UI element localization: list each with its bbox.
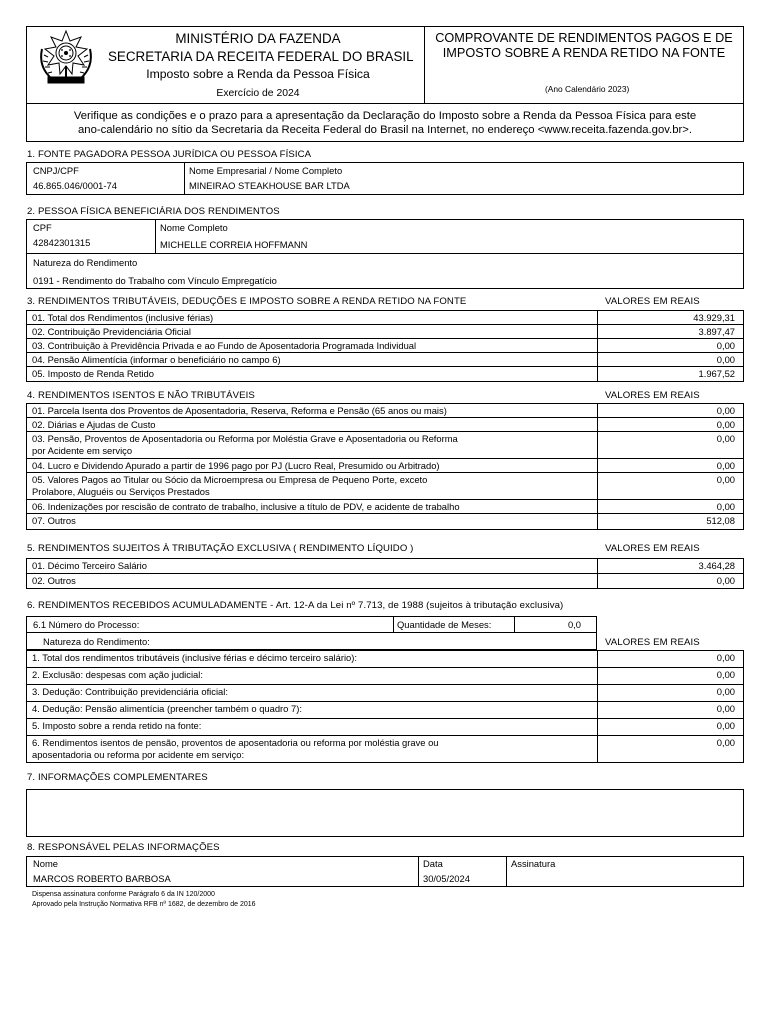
section6-values-header: VALORES EM REAIS — [605, 637, 700, 648]
nature-6-label: Natureza do Rendimento: — [43, 636, 150, 647]
s4-row-divider — [597, 417, 598, 432]
s3-row-divider — [597, 366, 598, 382]
s6-row-divider — [597, 667, 598, 685]
cpf-label: CPF — [33, 222, 52, 233]
s3-row-divider — [597, 310, 598, 325]
s4-row-label: 05. Valores Pagos ao Titular ou Sócio da Microempresa ou Empresa de Pequeno Porte, exceto — [32, 474, 428, 485]
s6-row-label: 1. Total dos rendimentos tributáveis (inclusive férias e décimo terceiro salário): — [32, 652, 357, 663]
months-value: 0,0 — [567, 619, 581, 630]
s5-row-value: 0,00 — [716, 575, 735, 586]
income-nature-label: Natureza do Rendimento — [33, 257, 138, 268]
s4-row-divider — [597, 431, 598, 459]
responsible-divider-2 — [506, 856, 507, 887]
s6-row-label: 4. Dedução: Pensão alimentícia (preencher também o quadro 7): — [32, 703, 302, 714]
s4-row-value: 0,00 — [716, 474, 735, 485]
s6-row-label-cont: aposentadoria ou reforma por acidente em serviço: — [32, 749, 245, 760]
section4-values-header: VALORES EM REAIS — [605, 390, 700, 401]
s6-row-value: 0,00 — [716, 652, 735, 663]
s6-row-label: 2. Exclusão: despesas com ação judicial: — [32, 669, 203, 680]
s6-row-divider — [597, 701, 598, 719]
section3-values-header: VALORES EM REAIS — [605, 296, 700, 307]
secretariat-title: SECRETARIA DA RECEITA FEDERAL DO BRASIL — [108, 49, 414, 64]
s4-row-label: 02. Diárias e Ajudas de Custo — [32, 419, 156, 430]
s4-row-label-cont: Prolabore, Aluguéis ou Serviços Prestados — [32, 486, 210, 497]
s5-row-divider — [597, 573, 598, 589]
section8-title: 8. RESPONSÁVEL PELAS INFORMAÇÕES — [27, 842, 220, 853]
s4-row-value: 0,00 — [716, 419, 735, 430]
s6-row-label: 5. Imposto sobre a renda retido na fonte: — [32, 720, 202, 731]
notice-line1: Verifique as condições e o prazo para a apresentação da Declaração do Imposto sobre a Renda da Pessoa Física para este — [73, 110, 697, 122]
s3-row-label: 01. Total dos Rendimentos (inclusive férias) — [32, 312, 214, 323]
s6-row-value: 0,00 — [716, 703, 735, 714]
signature-label: Assinatura — [511, 858, 556, 869]
date-value: 30/05/2024 — [423, 873, 470, 884]
beneficiary-divider — [155, 219, 156, 253]
s4-row-value: 512,08 — [706, 515, 735, 526]
s4-row-7 — [26, 513, 744, 530]
s4-row-label: 03. Pensão, Proventos de Aposentadoria ou Reforma por Moléstia Grave e Aposentadoria ou Reforma — [32, 433, 458, 444]
s3-row-label: 04. Pensão Alimentícia (informar o beneficiário no campo 6) — [32, 354, 281, 365]
s4-row-divider — [597, 472, 598, 500]
beneficiary-name-value: MICHELLE CORREIA HOFFMANN — [160, 239, 308, 250]
s5-row-2 — [26, 573, 744, 589]
beneficiary-name-label: Nome Completo — [160, 222, 228, 233]
s3-row-value: 3.897,47 — [698, 326, 735, 337]
s6-row-value: 0,00 — [716, 669, 735, 680]
section3-title: 3. RENDIMENTOS TRIBUTÁVEIS, DEDUÇÕES E IMPOSTO SOBRE A RENDA RETIDO NA FONTE — [27, 296, 467, 307]
s3-row-divider — [597, 352, 598, 367]
s6-row-divider — [597, 735, 598, 763]
document-title-line1: COMPROVANTE DE RENDIMENTOS PAGOS E DE — [435, 31, 733, 45]
s5-row-label: 01. Décimo Terceiro Salário — [32, 560, 147, 571]
section5-values-header: VALORES EM REAIS — [605, 543, 700, 554]
complementary-info-box — [26, 789, 744, 837]
s3-row-divider — [597, 338, 598, 353]
responsible-name-value: MARCOS ROBERTO BARBOSA — [33, 873, 171, 884]
date-label: Data — [423, 858, 443, 869]
process-divider-2 — [514, 616, 515, 633]
notice-line2: ano-calendário no sítio da Secretaria da Receita Federal do Brasil na Internet, no endereço <www.receita.fazenda.gov.br>. — [78, 124, 692, 136]
responsible-name-label: Nome — [33, 858, 59, 869]
s4-row-value: 0,00 — [716, 460, 735, 471]
s6-row-divider — [597, 718, 598, 736]
section5-title: 5. RENDIMENTOS SUJEITOS À TRIBUTAÇÃO EXCLUSIVA ( RENDIMENTO LÍQUIDO ) — [27, 543, 414, 554]
calendar-year: (Ano Calendário 2023) — [545, 84, 630, 94]
s4-row-divider — [597, 499, 598, 514]
s6-row-divider — [597, 684, 598, 702]
payer-box — [26, 162, 744, 195]
s4-row-label: 07. Outros — [32, 515, 76, 526]
s6-row-label: 6. Rendimentos isentos de pensão, proventos de aposentadoria ou reforma por moléstia grave ou — [32, 737, 439, 748]
s6-row-value: 0,00 — [716, 737, 735, 748]
s3-row-value: 0,00 — [716, 354, 735, 365]
s5-row-value: 3.464,28 — [698, 560, 735, 571]
payer-name-label: Nome Empresarial / Nome Completo — [189, 165, 343, 176]
s3-row-label: 03. Contribuição à Previdência Privada e ao Fundo de Aposentadoria Programada Individual — [32, 340, 417, 351]
s3-row-label: 05. Imposto de Renda Retido — [32, 368, 154, 379]
months-label: Quantidade de Meses: — [397, 619, 492, 630]
process-divider-1 — [393, 616, 394, 633]
section1-title: 1. FONTE PAGADORA PESSOA JURÍDICA OU PESSOA FÍSICA — [27, 149, 312, 160]
exercise-year: Exercício de 2024 — [216, 88, 300, 99]
s4-row-label: 04. Lucro e Dividendo Apurado a partir de 1996 pago por PJ (Lucro Real, Presumido ou Arbitrado) — [32, 460, 440, 471]
s4-row-divider — [597, 403, 598, 418]
s6-row-label: 3. Dedução: Contribuição previdenciária oficial: — [32, 686, 228, 697]
tax-title: Imposto sobre a Renda da Pessoa Física — [146, 67, 370, 81]
section7-title: 7. INFORMAÇÕES COMPLEMENTARES — [27, 772, 208, 783]
s5-row-divider — [597, 558, 598, 574]
responsible-divider-1 — [418, 856, 419, 887]
notice-box — [26, 103, 744, 142]
beneficiary-hline — [26, 253, 744, 254]
s4-row-value: 0,00 — [716, 501, 735, 512]
s6-row-value: 0,00 — [716, 720, 735, 731]
s3-row-value: 0,00 — [716, 340, 735, 351]
s4-row-value: 0,00 — [716, 405, 735, 416]
section2-title: 2. PESSOA FÍSICA BENEFICIÁRIA DOS RENDIMENTOS — [27, 206, 280, 217]
s3-row-divider — [597, 324, 598, 339]
s4-row-label: 06. Indenizações por rescisão de contrato de trabalho, inclusive a título de PDV, e acidente de trabalho — [32, 501, 460, 512]
cpf-value: 42842301315 — [33, 237, 91, 248]
payer-name-value: MINEIRAO STEAKHOUSE BAR LTDA — [189, 180, 350, 191]
process-number-label: 6.1 Número do Processo: — [33, 619, 140, 630]
s4-row-divider — [597, 513, 598, 530]
s3-row-value: 1.967,52 — [698, 368, 735, 379]
ministry-title: MINISTÉRIO DA FAZENDA — [175, 31, 341, 46]
footer-line2: Aprovado pela Instrução Normativa RFB nº 1682, de dezembro de 2016 — [32, 901, 256, 908]
s6-row-value: 0,00 — [716, 686, 735, 697]
income-nature-value: 0191 - Rendimento do Trabalho com Vínculo Empregatício — [33, 275, 277, 286]
cnpj-label: CNPJ/CPF — [33, 165, 79, 176]
coat-of-arms-emblem — [34, 29, 98, 89]
cnpj-value: 46.865.046/0001-74 — [33, 180, 117, 191]
s3-row-value: 43.929,31 — [693, 312, 735, 323]
footer-line1: Dispensa assinatura conforme Parágrafo 6 da IN 120/2000 — [32, 891, 215, 898]
section4-title: 4. RENDIMENTOS ISENTOS E NÃO TRIBUTÁVEIS — [27, 390, 255, 401]
s4-row-value: 0,00 — [716, 433, 735, 444]
s4-row-divider — [597, 458, 598, 473]
s3-row-label: 02. Contribuição Previdenciária Oficial — [32, 326, 191, 337]
document-title-line2: IMPOSTO SOBRE A RENDA RETIDO NA FONTE — [442, 46, 726, 60]
s4-row-label-cont: por Acidente em serviço — [32, 445, 133, 456]
section6-title: 6. RENDIMENTOS RECEBIDOS ACUMULADAMENTE - Art. 12-A da Lei nº 7.713, de 1988 (sujeitos à tributação exclusiva) — [27, 600, 564, 611]
s4-row-label: 01. Parcela Isenta dos Proventos de Aposentadoria, Reserva, Reforma e Pensão (65 anos ou mais) — [32, 405, 447, 416]
s6-row-divider — [597, 650, 598, 668]
payer-divider — [184, 162, 185, 195]
s5-row-label: 02. Outros — [32, 575, 76, 586]
